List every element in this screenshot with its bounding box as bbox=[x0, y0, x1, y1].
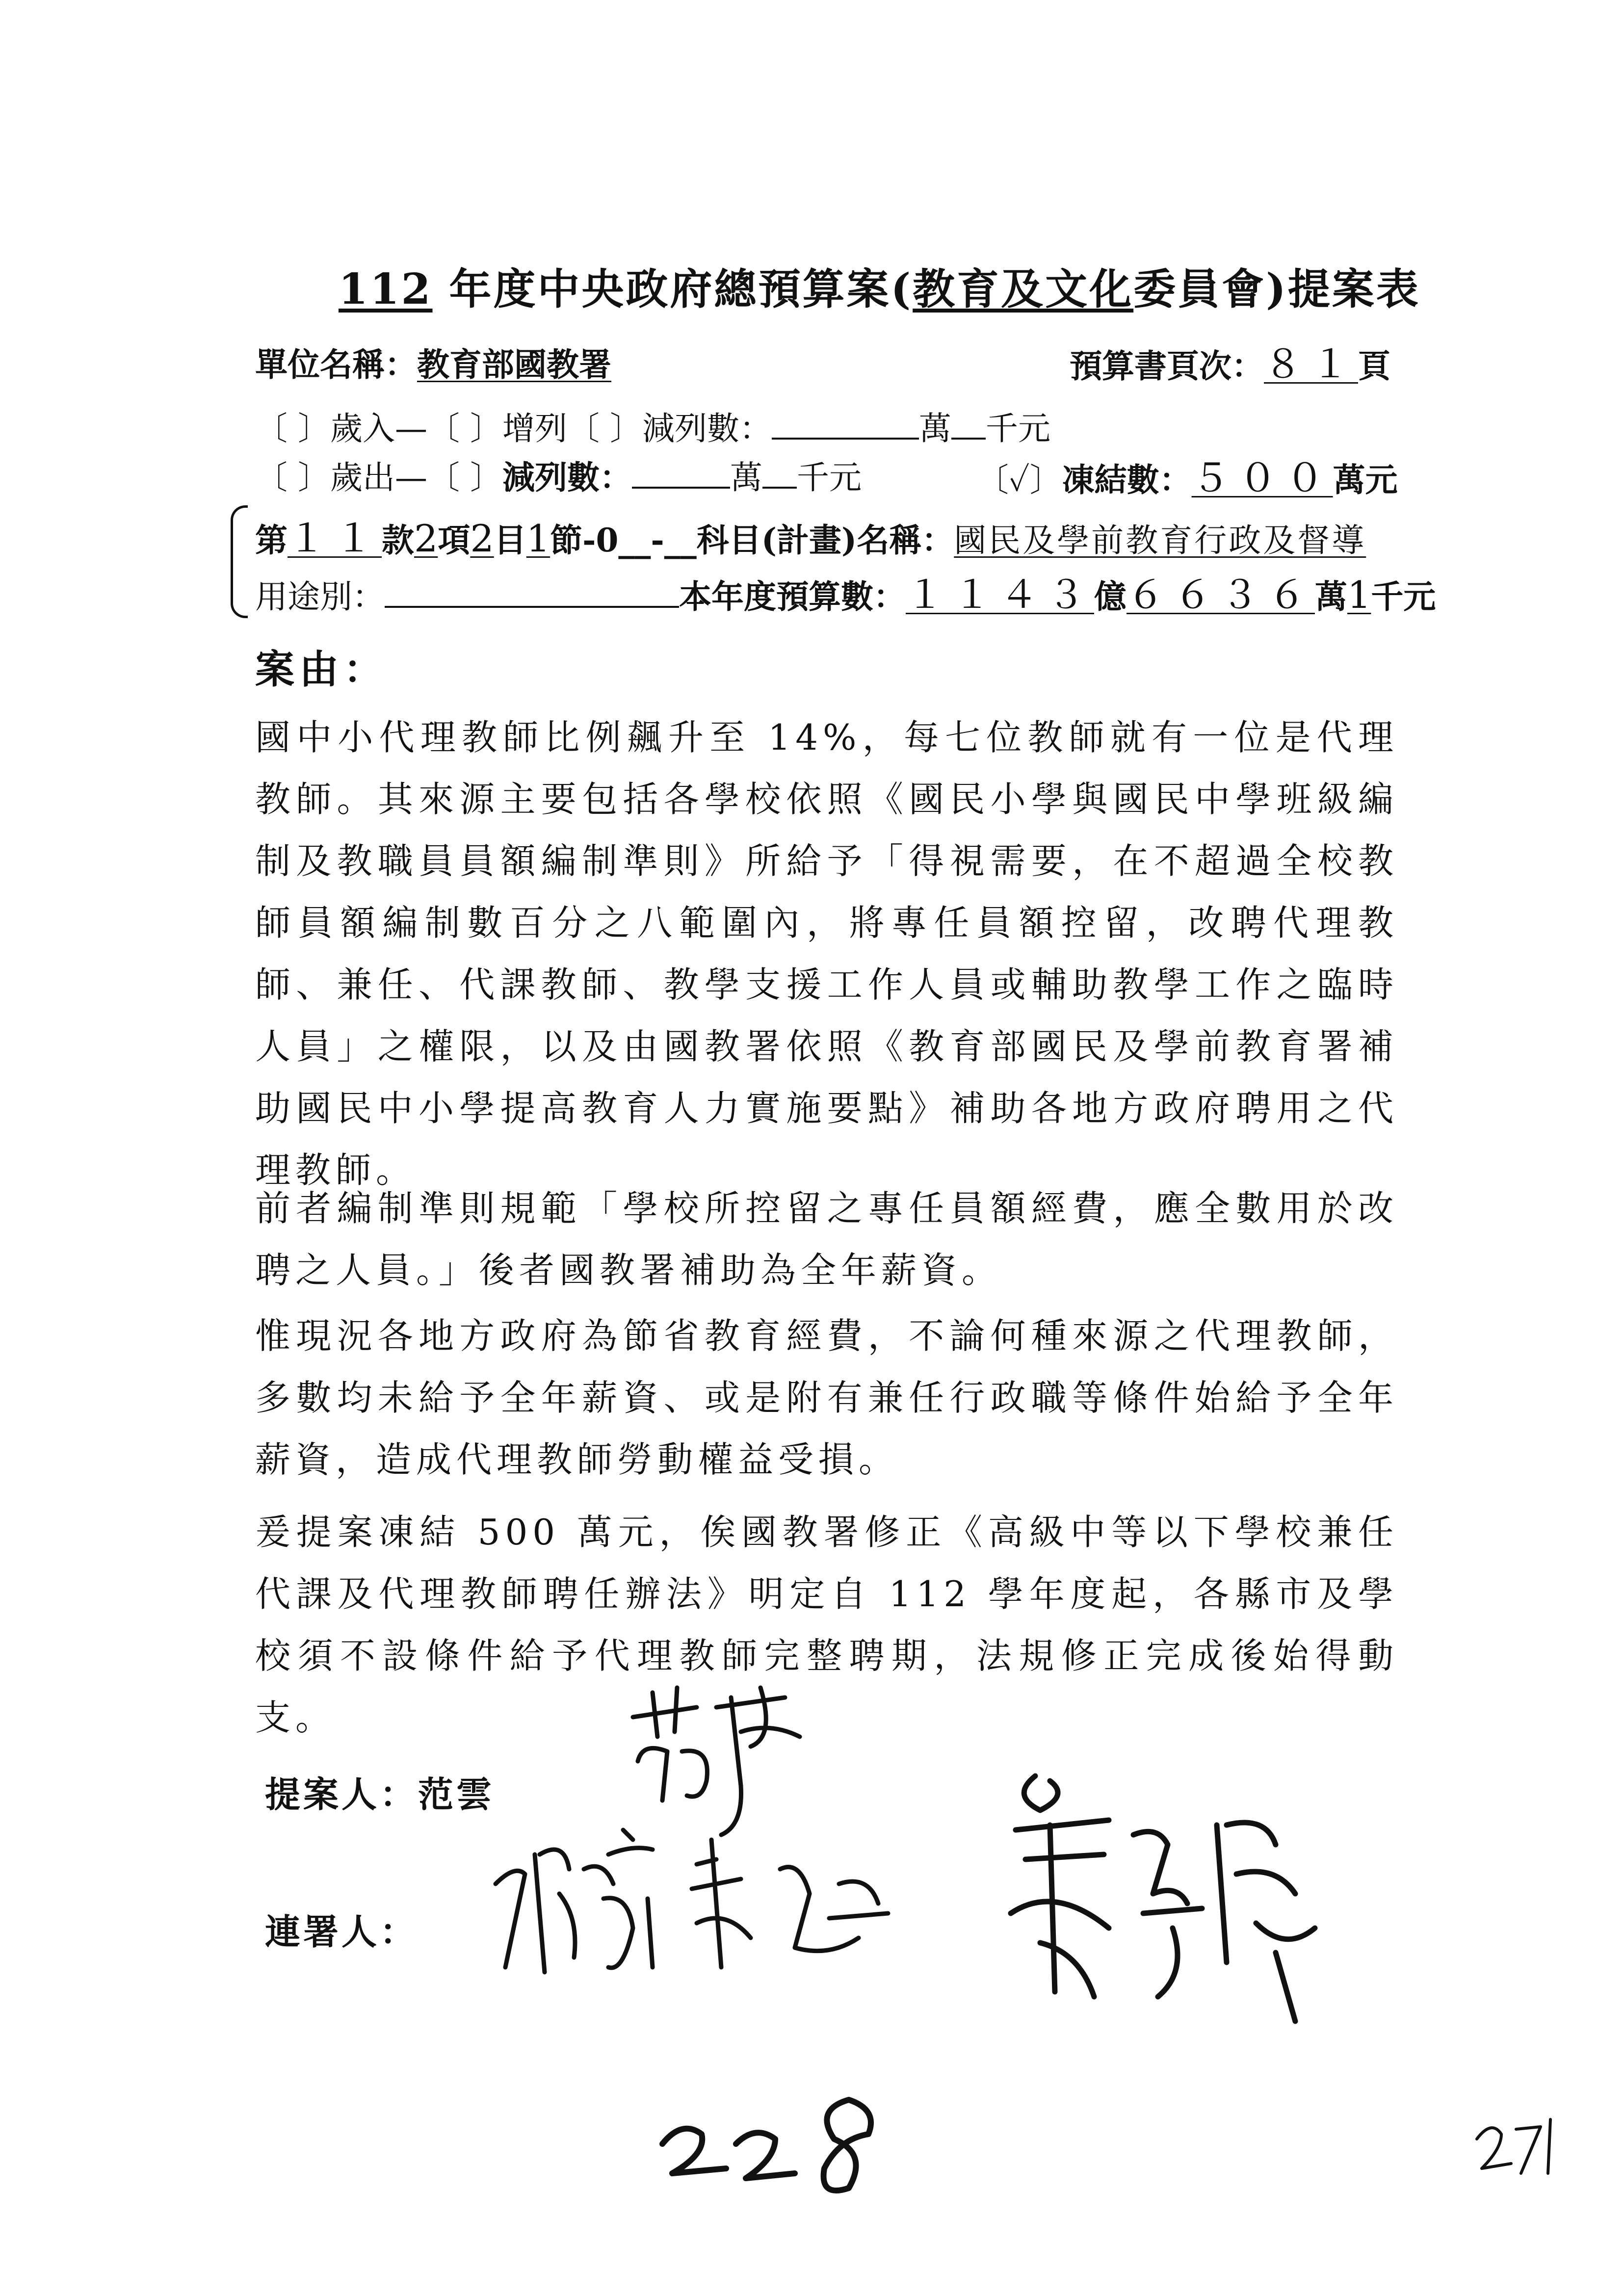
revenue-wan: 萬 bbox=[918, 410, 951, 447]
page-ref-row bbox=[1070, 334, 1390, 389]
item-jie: 節 bbox=[550, 521, 583, 559]
reason-paragraph-4: 爰提案凍結 500 萬元，俟國教署修正《高級中等以下學校兼任代課及代理教師聘任辦法》明定自 112 學年度起，各縣市及學校須不設條件給予代理教師完整聘期，法規修正完成後始得動支。 bbox=[255, 1512, 1398, 1738]
proposer-name: 范雲 bbox=[418, 1774, 495, 1815]
freeze-check: 〔✓〕 bbox=[976, 461, 1062, 499]
kuan-number: １１ bbox=[288, 517, 382, 561]
usage-blank bbox=[385, 602, 679, 608]
revenue-blank bbox=[772, 434, 919, 440]
handwritten-number bbox=[653, 2080, 908, 2198]
freeze-unit: 萬元 bbox=[1333, 461, 1398, 499]
revenue-text: 〔 〕歲入—〔 〕增列〔 〕減列數： bbox=[255, 410, 772, 447]
expense-blank bbox=[632, 483, 730, 489]
xiang-number: 2 bbox=[414, 517, 438, 560]
expense-reduce: 減列數： bbox=[502, 458, 632, 496]
unit-label: 單位名稱： bbox=[255, 345, 417, 384]
jie-number: 1 bbox=[526, 517, 550, 560]
expense-row bbox=[255, 451, 862, 498]
expense-text: 〔 〕歲出—〔 〕 bbox=[255, 459, 502, 496]
budget-label: 本年度預算數： bbox=[679, 577, 906, 616]
page-ref-suffix: 頁 bbox=[1358, 347, 1391, 385]
page-ref-label: 預算書頁次： bbox=[1070, 347, 1264, 385]
reason-heading: 案由： bbox=[255, 646, 388, 692]
item-xiang: 項 bbox=[438, 521, 471, 559]
usage-row bbox=[255, 564, 1436, 619]
cosigner-signature-2 bbox=[981, 1766, 1374, 2041]
budget-qian: 千元 bbox=[1371, 577, 1436, 616]
reason-paragraph-1: 國中小代理教師比例飆升至 14%，每七位教師就有一位是代理教師。其來源主要包括各學校依照《國民小學與國民中學班級編制及教職員員額編制準則》所給予「得視需要，在不超過全校教師員額編制數百分之八範圍內，將專任員額控留，改聘代理教師、兼任、代課教師、教學支援工作人員或輔助教學工作之臨時人員」之權限，以及由國教署依照《教育部國民及學前教育署補助國民中小學提高教育人力實施要點》補助各地方政府聘用之代理教師。 bbox=[255, 717, 1398, 1191]
item-rest: -0__-__科目(計畫)名稱： bbox=[582, 521, 954, 559]
page-number bbox=[1472, 2110, 1560, 2183]
page-ref-value: ８１ bbox=[1264, 342, 1359, 387]
item-di: 第 bbox=[255, 521, 288, 559]
cosigner-label: 連署人： bbox=[265, 1911, 419, 1953]
revenue-qian: 千元 bbox=[985, 410, 1050, 447]
title-mid: 年度中央政府總預算案( bbox=[432, 264, 913, 314]
revenue-row bbox=[255, 402, 1050, 449]
title-year: 112 bbox=[339, 264, 433, 314]
freeze-label: 凍結數： bbox=[1062, 461, 1192, 499]
item-kuan: 款 bbox=[382, 521, 415, 559]
expense-qian: 千元 bbox=[796, 459, 862, 496]
reason-paragraph-2: 前者編制準則規範「學校所控留之專任員額經費，應全數用於改聘之人員。」後者國教署補助為全年薪資。 bbox=[255, 1188, 1398, 1291]
page-title bbox=[339, 255, 1420, 316]
usage-label: 用途別： bbox=[255, 578, 385, 616]
item-mu: 目 bbox=[494, 521, 526, 559]
budget-qian-number: 1 bbox=[1347, 573, 1371, 617]
expense-qian-blank bbox=[762, 483, 797, 489]
unit-value: 教育部國教署 bbox=[417, 345, 611, 384]
cosigner-row bbox=[265, 1904, 418, 1955]
unit-row bbox=[255, 339, 611, 385]
cosigner-signature-1 bbox=[486, 1810, 976, 1997]
budget-wan: 萬 bbox=[1315, 577, 1348, 616]
freeze-row bbox=[976, 447, 1398, 502]
title-end: 委員會)提案表 bbox=[1133, 264, 1420, 314]
plan-name: 國民及學前教育行政及督導 bbox=[954, 522, 1366, 559]
proposer-label: 提案人： bbox=[265, 1774, 419, 1815]
item-row bbox=[255, 508, 1366, 563]
freeze-value: ５００ bbox=[1191, 456, 1333, 500]
expense-wan: 萬 bbox=[730, 459, 762, 496]
revenue-qian-blank bbox=[951, 434, 986, 440]
title-committee: 教育及文化 bbox=[913, 264, 1134, 314]
reason-paragraph-3: 惟現況各地方政府為節省教育經費，不論何種來源之代理教師，多數均未給予全年薪資、或是附有兼任行政職等條件始給予全年薪資，造成代理教師勞動權益受損。 bbox=[255, 1315, 1398, 1480]
left-brace bbox=[231, 505, 248, 618]
mu-number: 2 bbox=[470, 517, 494, 560]
budget-wan-number: ６６３６ bbox=[1126, 573, 1315, 617]
budget-yi-number: １１４３ bbox=[906, 573, 1095, 617]
budget-yi: 億 bbox=[1094, 577, 1127, 616]
proposer-row bbox=[265, 1766, 495, 1817]
